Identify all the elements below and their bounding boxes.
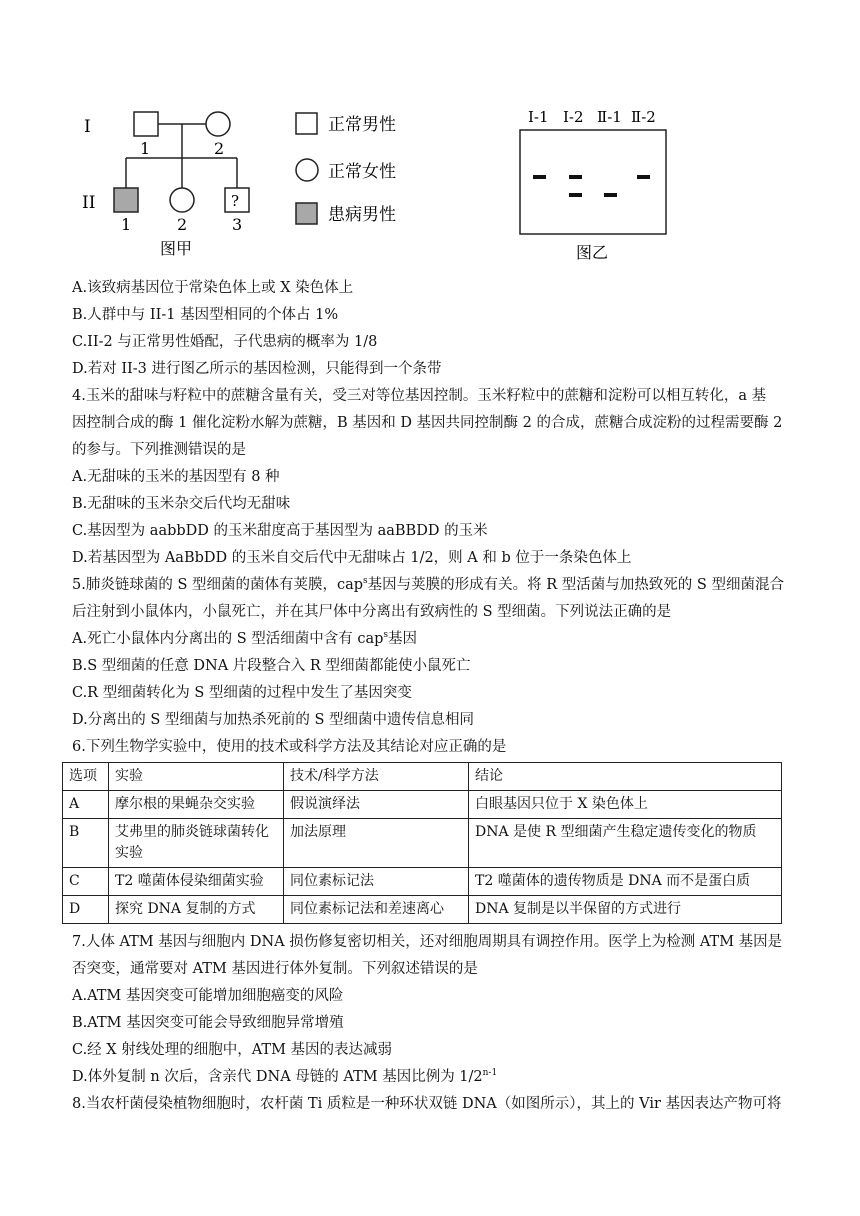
gel-figure bbox=[510, 100, 690, 270]
table-row bbox=[63, 868, 782, 896]
q3-option-c: C.II-2 与正常男性婚配，子代患病的概率为 1/8 bbox=[72, 334, 378, 350]
q6-stem: 6.下列生物学实验中，使用的技术或科学方法及其结论对应正确的是 bbox=[72, 739, 507, 755]
table-cell-method: 假说演绎法 bbox=[284, 791, 469, 819]
table-cell-experiment: T2 噬菌体侵染细菌实验 bbox=[109, 868, 284, 896]
table-cell-option: A bbox=[63, 791, 109, 819]
legend-normal-female-label: 正常女性 bbox=[328, 162, 396, 182]
q5-option-c: C.R 型细菌转化为 S 型细菌的过程中发生了基因突变 bbox=[72, 685, 412, 701]
q4-option-c: C.基因型为 aabbDD 的玉米甜度高于基因型为 aaBBDD 的玉米 bbox=[72, 523, 488, 539]
gel-frame bbox=[520, 130, 666, 234]
legend-normal-male-symbol bbox=[296, 113, 317, 134]
lane-label-2: Ⅰ-2 bbox=[563, 108, 584, 126]
q5-option-d: D.分离出的 S 型细菌与加热杀死前的 S 型细菌中遗传信息相同 bbox=[72, 712, 475, 728]
q5-option-a-tail: 基因 bbox=[388, 631, 418, 647]
figure-a-caption: 图甲 bbox=[160, 239, 193, 258]
q3-option-b: B.人群中与 II-1 基因型相同的个体占 1% bbox=[72, 307, 339, 323]
table-header-cell: 技术/科学方法 bbox=[284, 763, 469, 791]
ii2-number: 2 bbox=[177, 215, 188, 234]
legend-normal-female-symbol bbox=[296, 159, 318, 181]
table-row bbox=[63, 791, 782, 819]
table-header-cell: 实验 bbox=[109, 763, 284, 791]
q4-stem-line-3: 的参与。下列推测错误的是 bbox=[72, 442, 246, 458]
table-cell-conclusion: DNA 是使 R 型细菌产生稳定遗传变化的物质 bbox=[469, 819, 782, 868]
legend-affected-male-symbol bbox=[296, 203, 317, 224]
q3-option-d: D.若对 II-3 进行图乙所示的基因检测，只能得到一个条带 bbox=[72, 361, 442, 377]
q4-option-d: D.若基因型为 AaBbDD 的玉米自交后代中无甜味占 1/2，则 A 和 b 位于一条染色体上 bbox=[72, 550, 632, 566]
legend-affected-male-label: 患病男性 bbox=[328, 205, 396, 225]
q6-table bbox=[62, 762, 782, 924]
q7-option-a: A.ATM 基因突变可能增加细胞癌变的风险 bbox=[72, 988, 344, 1004]
q4-stem-line-1: 4.玉米的甜味与籽粒中的蔗糖含量有关，受三对等位基因控制。玉米籽粒中的蔗糖和淀粉可以相互转化，a 基 bbox=[72, 388, 767, 404]
q7-option-d-exponent: n-1 bbox=[482, 1068, 498, 1078]
table-cell-option: D bbox=[63, 896, 109, 924]
q5-option-a-superscript: s bbox=[383, 630, 389, 640]
generation-1-label: I bbox=[84, 117, 91, 137]
q5-stem-line-1 bbox=[72, 575, 784, 595]
q7-option-d-main: D.体外复制 n 次后，含亲代 DNA 母链的 ATM 基因比例为 1/2 bbox=[72, 1069, 483, 1085]
figure-b-caption: 图乙 bbox=[576, 243, 609, 262]
band-lane3-lower bbox=[604, 193, 617, 197]
table-header-cell: 结论 bbox=[469, 763, 782, 791]
q4-option-a: A.无甜味的玉米的基因型有 8 种 bbox=[72, 469, 280, 485]
unknown-mark: ? bbox=[231, 192, 240, 210]
ii3-number: 3 bbox=[232, 215, 243, 234]
generation-2-label: II bbox=[82, 193, 96, 213]
q5-option-b: B.S 型细菌的任意 DNA 片段整合入 R 型细菌都能使小鼠死亡 bbox=[72, 658, 471, 674]
lane-label-3: Ⅱ-1 bbox=[597, 108, 622, 126]
table-row bbox=[63, 896, 782, 924]
q5-option-a bbox=[72, 629, 417, 649]
table-cell-conclusion: T2 噬菌体的遗传物质是 DNA 而不是蛋白质 bbox=[469, 868, 782, 896]
table-row bbox=[63, 819, 782, 868]
individual-ii1-affected-male bbox=[114, 188, 138, 212]
q5-option-a-main: A.死亡小鼠体内分离出的 S 型活细菌中含有 cap bbox=[72, 631, 384, 647]
lane-label-1: Ⅰ-1 bbox=[528, 108, 549, 126]
table-cell-experiment: 探究 DNA 复制的方式 bbox=[109, 896, 284, 924]
ii1-number: 1 bbox=[121, 215, 132, 234]
q4-option-b: B.无甜味的玉米杂交后代均无甜味 bbox=[72, 496, 291, 512]
q5-stem-superscript: s bbox=[363, 576, 368, 586]
pedigree-figure bbox=[70, 100, 430, 270]
table-header-cell: 选项 bbox=[63, 763, 109, 791]
legend-normal-male-label: 正常男性 bbox=[328, 115, 396, 135]
q7-stem-line-1: 7.人体 ATM 基因与细胞内 DNA 损伤修复密切相关，还对细胞周期具有调控作用。医学上为检测 ATM 基因是 bbox=[72, 934, 783, 950]
band-lane2-upper bbox=[569, 175, 582, 179]
table-cell-conclusion: DNA 复制是以半保留的方式进行 bbox=[469, 896, 782, 924]
table-cell-method: 同位素标记法 bbox=[284, 868, 469, 896]
q7-option-d bbox=[72, 1067, 497, 1087]
band-lane4-upper bbox=[637, 175, 650, 179]
table-cell-experiment: 摩尔根的果蝇杂交实验 bbox=[109, 791, 284, 819]
table-cell-option: B bbox=[63, 819, 109, 868]
q5-stem-part-2: 基因与荚膜的形成有关。将 R 型活菌与加热致死的 S 型细菌混合 bbox=[367, 577, 784, 593]
q7-stem-line-2: 否突变，通常要对 ATM 基因进行体外复制。下列叙述错误的是 bbox=[72, 961, 478, 977]
table-cell-conclusion: 白眼基因只位于 X 染色体上 bbox=[469, 791, 782, 819]
individual-ii2-normal-female bbox=[170, 188, 194, 212]
individual-i2-normal-female bbox=[206, 112, 230, 136]
i1-number: 1 bbox=[140, 139, 151, 158]
table-header-row bbox=[63, 763, 782, 791]
q7-option-b: B.ATM 基因突变可能会导致细胞异常增殖 bbox=[72, 1015, 344, 1031]
i2-number: 2 bbox=[214, 139, 225, 158]
table-cell-method: 同位素标记法和差速离心 bbox=[284, 896, 469, 924]
band-lane1-upper bbox=[533, 175, 546, 179]
q5-stem-part-1: 5.肺炎链球菌的 S 型细菌的菌体有荚膜，cap bbox=[72, 577, 364, 593]
individual-i1-normal-male bbox=[134, 112, 158, 136]
band-lane2-lower bbox=[569, 193, 582, 197]
table-cell-experiment: 艾弗里的肺炎链球菌转化实验 bbox=[109, 819, 284, 868]
q8-stem-line-1: 8.当农杆菌侵染植物细胞时，农杆菌 Ti 质粒是一种环状双链 DNA（如图所示），其上的 Vir 基因表达产物可将 bbox=[72, 1096, 782, 1112]
table-cell-method: 加法原理 bbox=[284, 819, 469, 868]
q7-option-c: C.经 X 射线处理的细胞中，ATM 基因的表达减弱 bbox=[72, 1042, 393, 1058]
lane-label-4: Ⅱ-2 bbox=[631, 108, 656, 126]
q4-stem-line-2: 因控制合成的酶 1 催化淀粉水解为蔗糖，B 基因和 D 基因共同控制酶 2 的合成，蔗糖合成淀粉的过程需要酶 2 bbox=[72, 415, 783, 431]
q5-stem-line-2: 后注射到小鼠体内，小鼠死亡，并在其尸体中分离出有致病性的 S 型细菌。下列说法正确的是 bbox=[72, 604, 672, 620]
q3-option-a: A.该致病基因位于常染色体上或 X 染色体上 bbox=[72, 280, 354, 296]
table-cell-option: C bbox=[63, 868, 109, 896]
